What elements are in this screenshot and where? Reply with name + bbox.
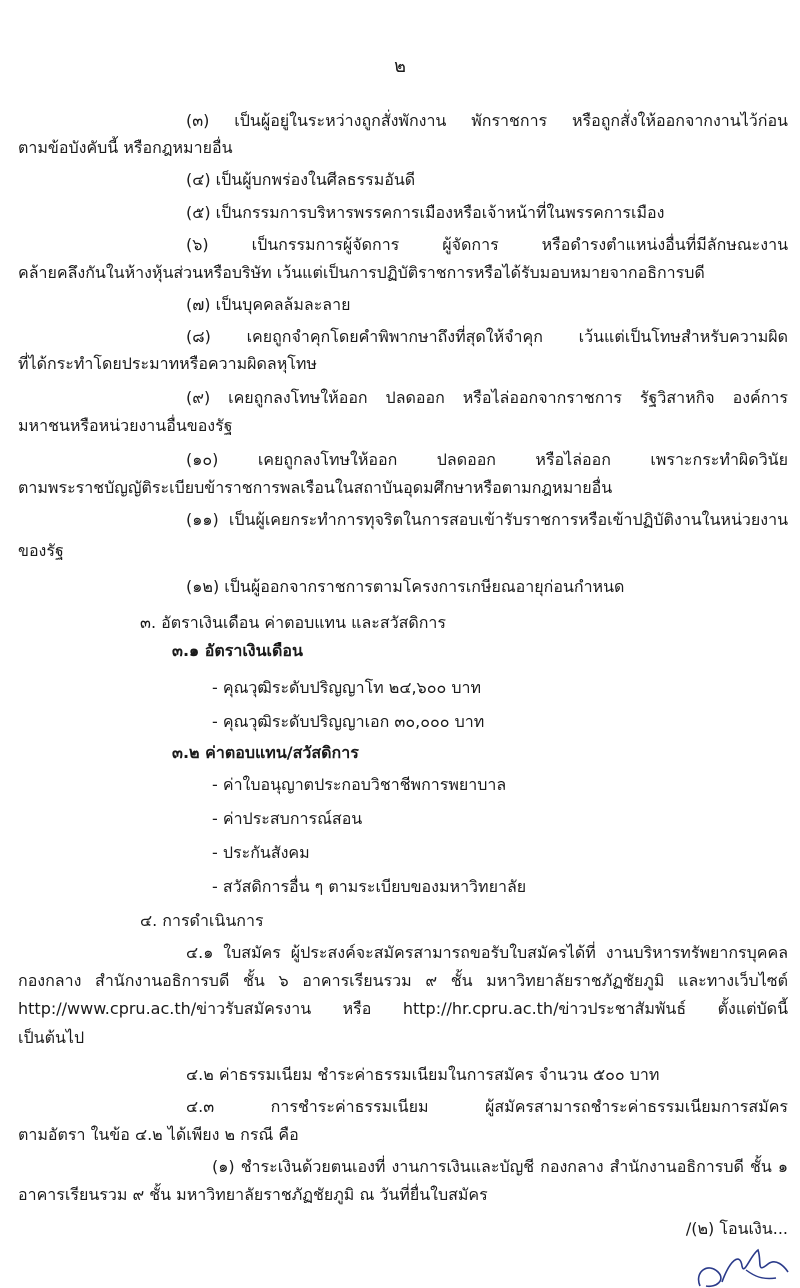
salary-doctorate: - คุณวุฒิระดับปริญญาเอก ๓๐,๐๐๐ บาท bbox=[212, 712, 485, 731]
item-12: (๑๒) เป็นผู้ออกจากราชการตามโครงการเกษียณอายุก่อนกำหนด bbox=[186, 577, 625, 596]
item-10-line-1: (๑๐) เคยถูกลงโทษให้ออก ปลดออก หรือไล่ออก เพราะกระทำผิดวินัย bbox=[186, 450, 788, 469]
item-6-line-1: (๖) เป็นกรรมการผู้จัดการ ผู้จัดการ หรือดำรงตำแหน่งอื่นที่มีลักษณะงาน bbox=[186, 235, 788, 254]
continuation-note: /(๒) โอนเงิน... bbox=[685, 1219, 788, 1238]
benefit-item: - ค่าประสบการณ์สอน bbox=[212, 809, 363, 828]
section-4-3-1-line-1: (๑) ชำระเงินด้วยตนเองที่ งานการเงินและบัญชี กองกลาง สำนักงานอธิการบดี ชั้น ๑ bbox=[212, 1157, 788, 1176]
section-4-1-line-2: กองกลาง สำนักงานอธิการบดี ชั้น ๖ อาคารเรียนรวม ๙ ชั้น มหาวิทยาลัยราชภัฏชัยภูมิ และทางเว็บไซต์ bbox=[18, 971, 788, 990]
section-4-2: ๔.๒ ค่าธรรมเนียม ชำระค่าธรรมเนียมในการสมัคร จำนวน ๕๐๐ บาท bbox=[186, 1065, 660, 1084]
benefit-item: - สวัสดิการอื่น ๆ ตามระเบียบของมหาวิทยาลัย bbox=[212, 877, 527, 896]
item-8-line-2: ที่ได้กระทำโดยประมาทหรือความผิดลหุโทษ bbox=[18, 354, 317, 373]
section-3-2-heading: ๓.๒ ค่าตอบแทน/สวัสดิการ bbox=[172, 743, 359, 762]
section-4-1-line-1: ๔.๑ ใบสมัคร ผู้ประสงค์จะสมัครสามารถขอรับใบสมัครได้ที่ งานบริหารทรัพยากรบุคคล bbox=[186, 943, 788, 962]
section-3-heading: ๓. อัตราเงินเดือน ค่าตอบแทน และสวัสดิการ bbox=[140, 613, 447, 632]
salary-masters: - คุณวุฒิระดับปริญญาโท ๒๔,๖๐๐ บาท bbox=[212, 678, 482, 697]
section-4-heading: ๔. การดำเนินการ bbox=[140, 911, 264, 930]
item-3-line-2: ตามข้อบังคับนี้ หรือกฎหมายอื่น bbox=[18, 138, 233, 157]
item-9-line-1: (๙) เคยถูกลงโทษให้ออก ปลดออก หรือไล่ออกจากราชการ รัฐวิสาหกิจ องค์การ bbox=[186, 388, 788, 407]
section-4-1-line-3: http://www.cpru.ac.th/ข่าวรับสมัครงาน หรือ http://hr.cpru.ac.th/ข่าวประชาสัมพันธ์ ตั้งแต่บัดนี้ bbox=[18, 999, 788, 1018]
item-9-line-2: มหาชนหรือหน่วยงานอื่นของรัฐ bbox=[18, 416, 233, 435]
item-10-line-2: ตามพระราชบัญญัติระเบียบข้าราชการพลเรือนในสถาบันอุดมศึกษาหรือตามกฎหมายอื่น bbox=[18, 478, 613, 497]
item-11-line-2: ของรัฐ bbox=[18, 541, 64, 560]
signature-mark bbox=[692, 1242, 792, 1288]
benefit-item: - ประกันสังคม bbox=[212, 843, 310, 862]
item-11-line-1: (๑๑) เป็นผู้เคยกระทำการทุจริตในการสอบเข้ารับราชการหรือเข้าปฏิบัติงานในหน่วยงาน bbox=[186, 510, 788, 529]
section-4-3-line-1: ๔.๓ การชำระค่าธรรมเนียม ผู้สมัครสามารถชำระค่าธรรมเนียมการสมัคร bbox=[186, 1097, 788, 1116]
section-3-1-heading: ๓.๑ อัตราเงินเดือน bbox=[172, 641, 303, 660]
item-6-line-2: คล้ายคลึงกันในห้างหุ้นส่วนหรือบริษัท เว้นแต่เป็นการปฏิบัติราชการหรือได้รับมอบหมายจากอธิการบดี bbox=[18, 263, 705, 282]
item-8-line-1: (๘) เคยถูกจำคุกโดยคำพิพากษาถึงที่สุดให้จำคุก เว้นแต่เป็นโทษสำหรับความผิด bbox=[186, 327, 788, 346]
section-4-1-line-4: เป็นต้นไป bbox=[18, 1028, 85, 1047]
page-number: ๒ bbox=[394, 56, 406, 77]
section-4-3-1-line-2: อาคารเรียนรวม ๙ ชั้น มหาวิทยาลัยราชภัฏชัยภูมิ ณ วันที่ยื่นใบสมัคร bbox=[18, 1185, 488, 1204]
item-7: (๗) เป็นบุคคลล้มละลาย bbox=[186, 295, 351, 314]
item-5: (๕) เป็นกรรมการบริหารพรรคการเมืองหรือเจ้าหน้าที่ในพรรคการเมือง bbox=[186, 203, 665, 222]
item-4: (๔) เป็นผู้บกพร่องในศีลธรรมอันดี bbox=[186, 170, 416, 189]
benefit-item: - ค่าใบอนุญาตประกอบวิชาชีพการพยาบาล bbox=[212, 775, 507, 794]
section-4-3-line-2: ตามอัตรา ในข้อ ๔.๒ ได้เพียง ๒ กรณี คือ bbox=[18, 1125, 299, 1144]
item-3-line-1: (๓) เป็นผู้อยู่ในระหว่างถูกสั่งพักงาน พักราชการ หรือถูกสั่งให้ออกจากงานไว้ก่อน bbox=[186, 111, 788, 130]
